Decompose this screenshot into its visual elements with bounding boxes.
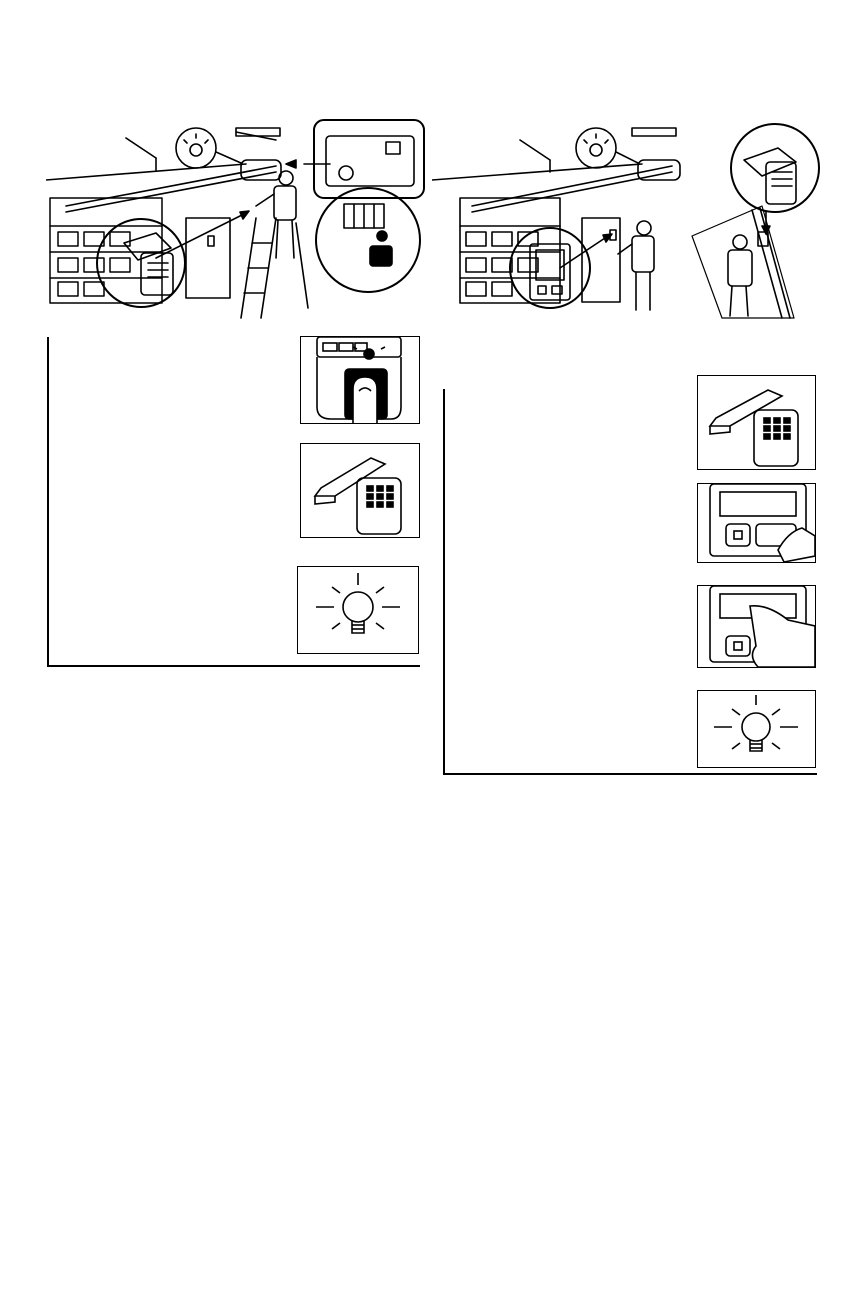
right-panel-rule-vertical <box>443 389 445 775</box>
door-control-push-bar-icon <box>697 483 816 563</box>
garage-door <box>50 198 162 303</box>
learn-button-press-icon <box>300 336 420 424</box>
left-panel-rule-vertical <box>47 337 49 667</box>
left-panel-rule-horizontal <box>47 665 420 667</box>
door-control-lock-icon <box>697 585 816 668</box>
keypad-open-cover-icon <box>697 375 816 470</box>
keypad-door-control-scene <box>432 118 820 323</box>
keypad-open-cover-icon <box>300 443 420 538</box>
opener-ladder-scene <box>46 118 428 323</box>
light-bulb-blink-icon <box>697 690 816 768</box>
right-panel-rule-horizontal <box>443 773 817 775</box>
light-bulb-blink-icon <box>297 566 419 654</box>
